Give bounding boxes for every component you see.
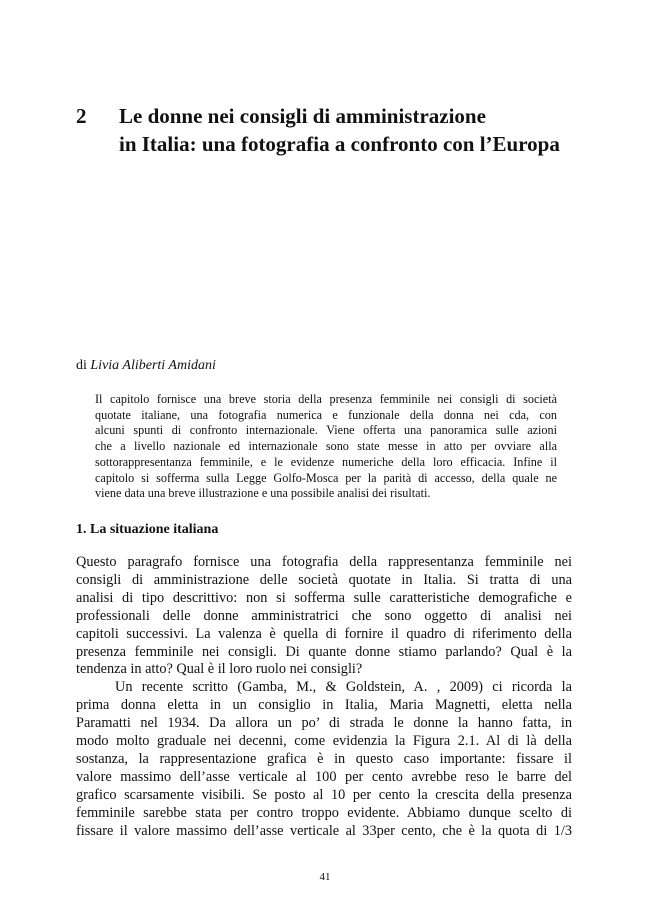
body-line: sostanza, la rappresentazione grafica è in questo caso importante: fissare il: [76, 750, 572, 767]
abstract-line: che a livello nazionale ed internazionale sono state messe in atto per ovviare alla: [95, 439, 557, 454]
body-line: modo molto graduale nei decenni, come evidenzia la Figura 2.1. Al di là della: [76, 733, 572, 750]
author-byline: [76, 357, 216, 375]
body-text: [76, 554, 572, 841]
chapter-title: [119, 102, 599, 158]
body-line: grafico scarsamente visibili. Se posto al 10 per cento la crescita della presenza: [76, 786, 572, 803]
body-line: professionali delle donne amministratrici che sono oggetto di analisi nei: [76, 607, 572, 624]
chapter-number: 2: [76, 104, 87, 128]
abstract-line: Il capitolo fornisce una breve storia della presenza femminile nei consigli di società: [95, 392, 557, 406]
body-line: presenza femminile nei consigli. Di quante donne stiamo parlando? Qual è la: [76, 643, 572, 660]
abstract-line: sottorappresentanza femminile, e le evidenze numeriche della loro efficacia. Infine il: [95, 454, 557, 469]
body-line: valore massimo dell’asse verticale al 100 per cento avrebbe reso le barre del: [76, 768, 572, 785]
chapter-abstract: [95, 392, 557, 502]
body-line: prima donna eletta in un consiglio in Italia, Maria Magnetti, eletta nella: [76, 697, 572, 714]
abstract-line: quotate italiane, una fotografia numerica e funzionale della donna nei cda, con: [95, 407, 557, 422]
body-line: consigli di amministrazione delle società quotate in Italia. Si tratta di una: [76, 571, 572, 588]
body-line: fissare il valore massimo dell’asse verticale al 33per cento, che è la quota di 1/3: [76, 822, 572, 839]
body-line: Un recente scritto (Gamba, M., & Goldstein, A. , 2009) ci ricorda la: [115, 679, 572, 696]
author-prefix: di: [76, 358, 87, 373]
paragraph: [76, 554, 572, 679]
body-line: Paramatti nel 1934. Da allora un po’ di strada le donne la hanno fatta, in: [76, 715, 572, 732]
body-line: tendenza in atto? Qual è il loro ruolo nei consigli?: [76, 661, 363, 678]
author-name: Livia Aliberti Amidani: [90, 358, 216, 373]
body-line: analisi di tipo descrittivo: non si sofferma sulle caratteristiche demografiche e: [76, 589, 572, 606]
abstract-line: capitolo si sofferma sulla Legge Golfo-Mosca per la parità di accesso, della quale ne: [95, 470, 557, 485]
body-line: capitoli successivi. La valenza è quella di fornire il quadro di riferimento della: [76, 625, 572, 642]
abstract-line: viene data una breve illustrazione e una possibile analisi dei risultati.: [95, 486, 431, 501]
abstract-line: alcuni spunti di confronto internazionale. Viene offerta una panoramica sulle azioni: [95, 423, 557, 438]
chapter-title-line: in Italia: una fotografia a confronto con l’Europa: [119, 132, 560, 156]
body-line: femminile sarebbe stata per contro troppo evidente. Abbiamo dunque scelto di: [76, 804, 572, 821]
page-number: 41: [319, 871, 331, 883]
body-line: Questo paragrafo fornisce una fotografia della rappresentanza femminile nei: [76, 554, 572, 570]
paragraph: [76, 679, 572, 840]
section-heading: 1. La situazione italiana: [76, 522, 219, 537]
chapter-title-line: Le donne nei consigli di amministrazione: [119, 104, 486, 128]
